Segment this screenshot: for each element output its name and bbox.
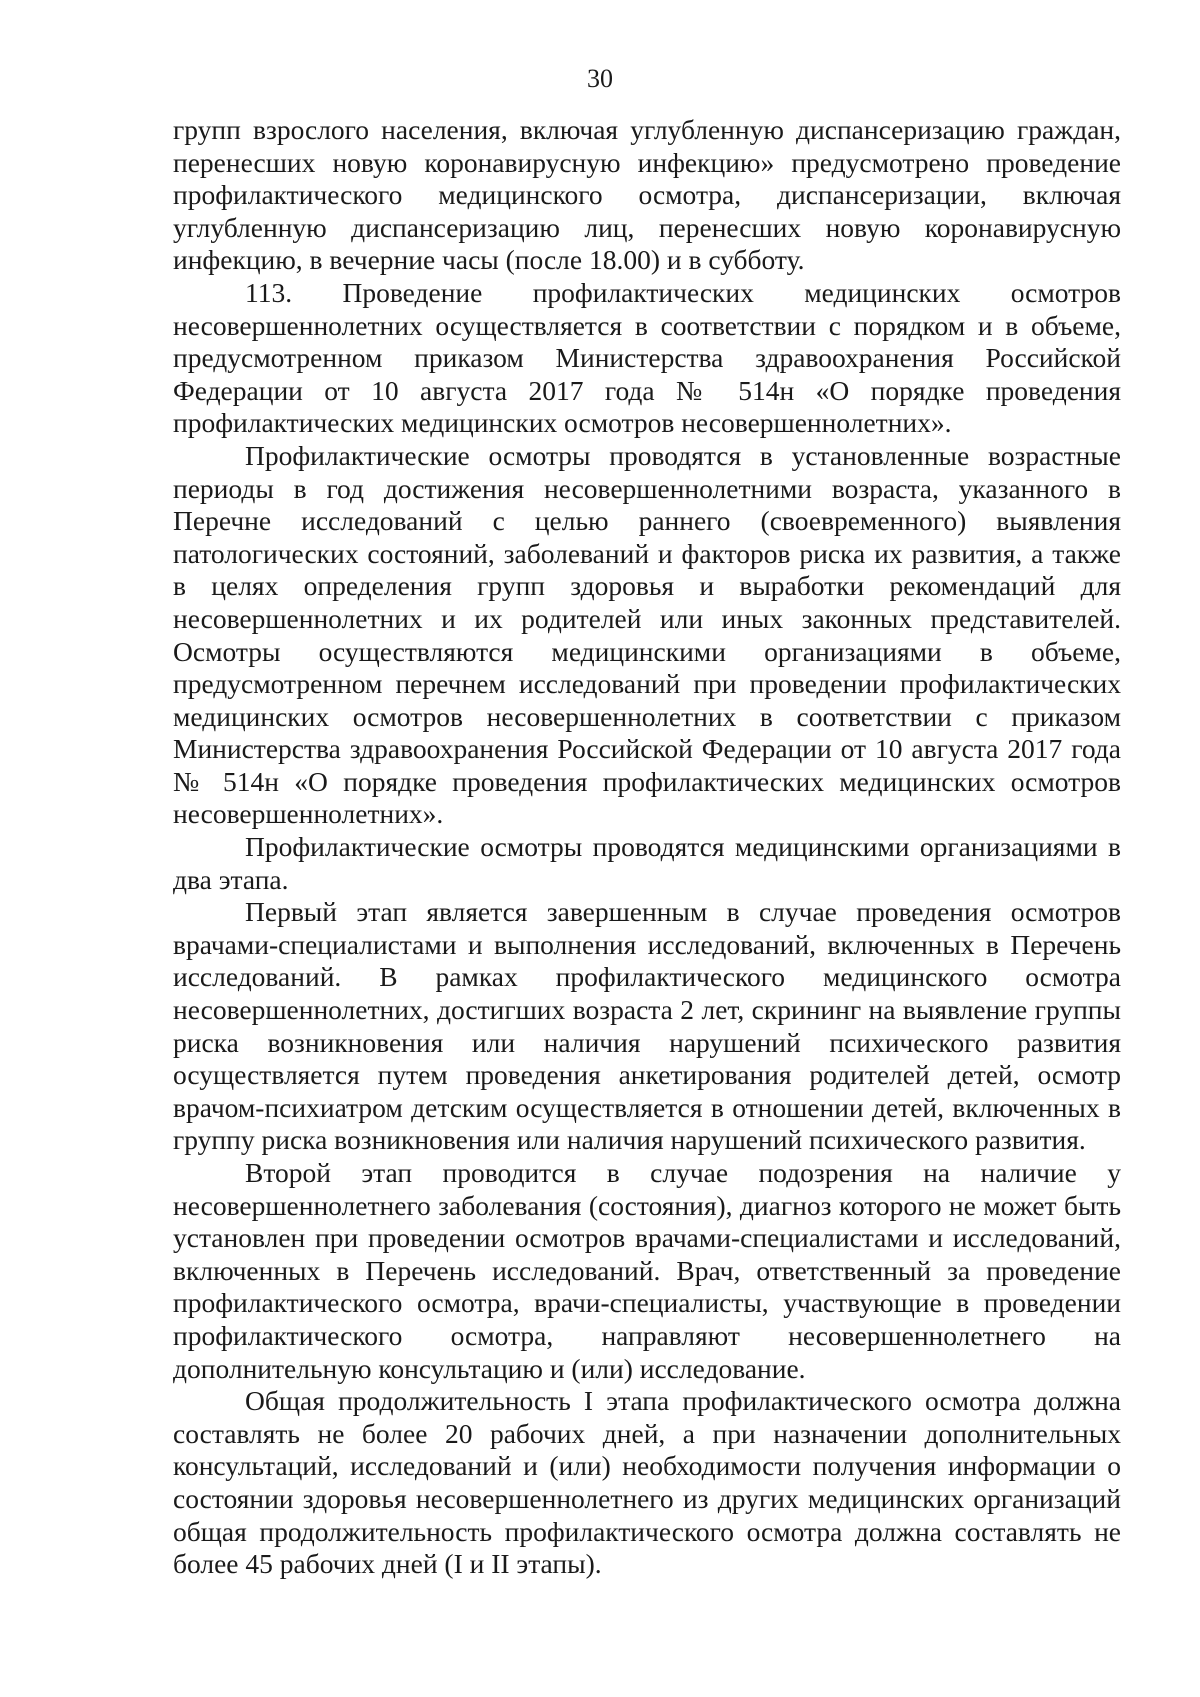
- paragraph-two-stages: Профилактические осмотры проводятся медицинскими организациями в два этапа.: [173, 831, 1121, 895]
- paragraph-continuation: групп взрослого населения, включая углубленную диспансеризацию граждан, перенесших новую коронавирусную инфекцию» предусмотрено проведение профилактического медицинского осмотра, диспансеризации, включая углубленную диспансеризацию лиц, перенесших новую коронавирусную инфекцию, в вечерние часы (после 18.00) и в субботу.: [173, 114, 1121, 276]
- page-number: 30: [587, 64, 613, 93]
- paragraph-second-stage: Второй этап проводится в случае подозрения на наличие у несовершеннолетнего заболевания (состояния), диагноз которого не может быть установлен при проведении осмотров врачами-специалистами и исследований, включенных в Перечень исследований. Врач, ответственный за проведение профилактического осмотра, врачи-специалисты, участвующие в проведении профилактического осмотра, направляют несовершеннолетнего на дополнительную консультацию и (или) исследование.: [173, 1157, 1121, 1384]
- document-body: [173, 114, 1121, 1581]
- paragraph-item-113: 113. Проведение профилактических медицинских осмотров несовершеннолетних осуществляется в соответствии с порядком и в объеме, предусмотренном приказом Министерства здравоохранения Российской Федерации от 10 августа 2017 года № 514н «О порядке проведения профилактических медицинских осмотров несовершеннолетних».: [173, 276, 1121, 439]
- paragraph-first-stage: Первый этап является завершенным в случае проведения осмотров врачами-специалистами и выполнения исследований, включенных в Перечень исследований. В рамках профилактического медицинского осмотра несовершеннолетних, достигших возраста 2 лет, скрининг на выявление группы риска возникновения или наличия нарушений психического развития осуществляется путем проведения анкетирования родителей детей, осмотр врачом-психиатром детским осуществляется в отношении детей, включенных в группу риска возникновения или наличия нарушений психического развития.: [173, 896, 1121, 1156]
- paragraph-duration: Общая продолжительность I этапа профилактического осмотра должна составлять не более 20 рабочих дней, а при назначении дополнительных консультаций, исследований и (или) необходимости получения информации о состоянии здоровья несовершеннолетнего из других медицинских организаций общая продолжительность профилактического осмотра должна составлять не более 45 рабочих дней (I и II этапы).: [173, 1385, 1121, 1580]
- paragraph-age-periods: Профилактические осмотры проводятся в установленные возрастные периоды в год достижения несовершеннолетними возраста, указанного в Перечне исследований с целью раннего (своевременного) выявления патологических состояний, заболеваний и факторов риска их развития, а также в целях определения групп здоровья и выработки рекомендаций для несовершеннолетних и их родителей или иных законных представителей. Осмотры осуществляются медицинскими организациями в объеме, предусмотренном перечнем исследований при проведении профилактических медицинских осмотров несовершеннолетних в соответствии с приказом Министерства здравоохранения Российской Федерации от 10 августа 2017 года № 514н «О порядке проведения профилактических медицинских осмотров несовершеннолетних».: [173, 439, 1121, 830]
